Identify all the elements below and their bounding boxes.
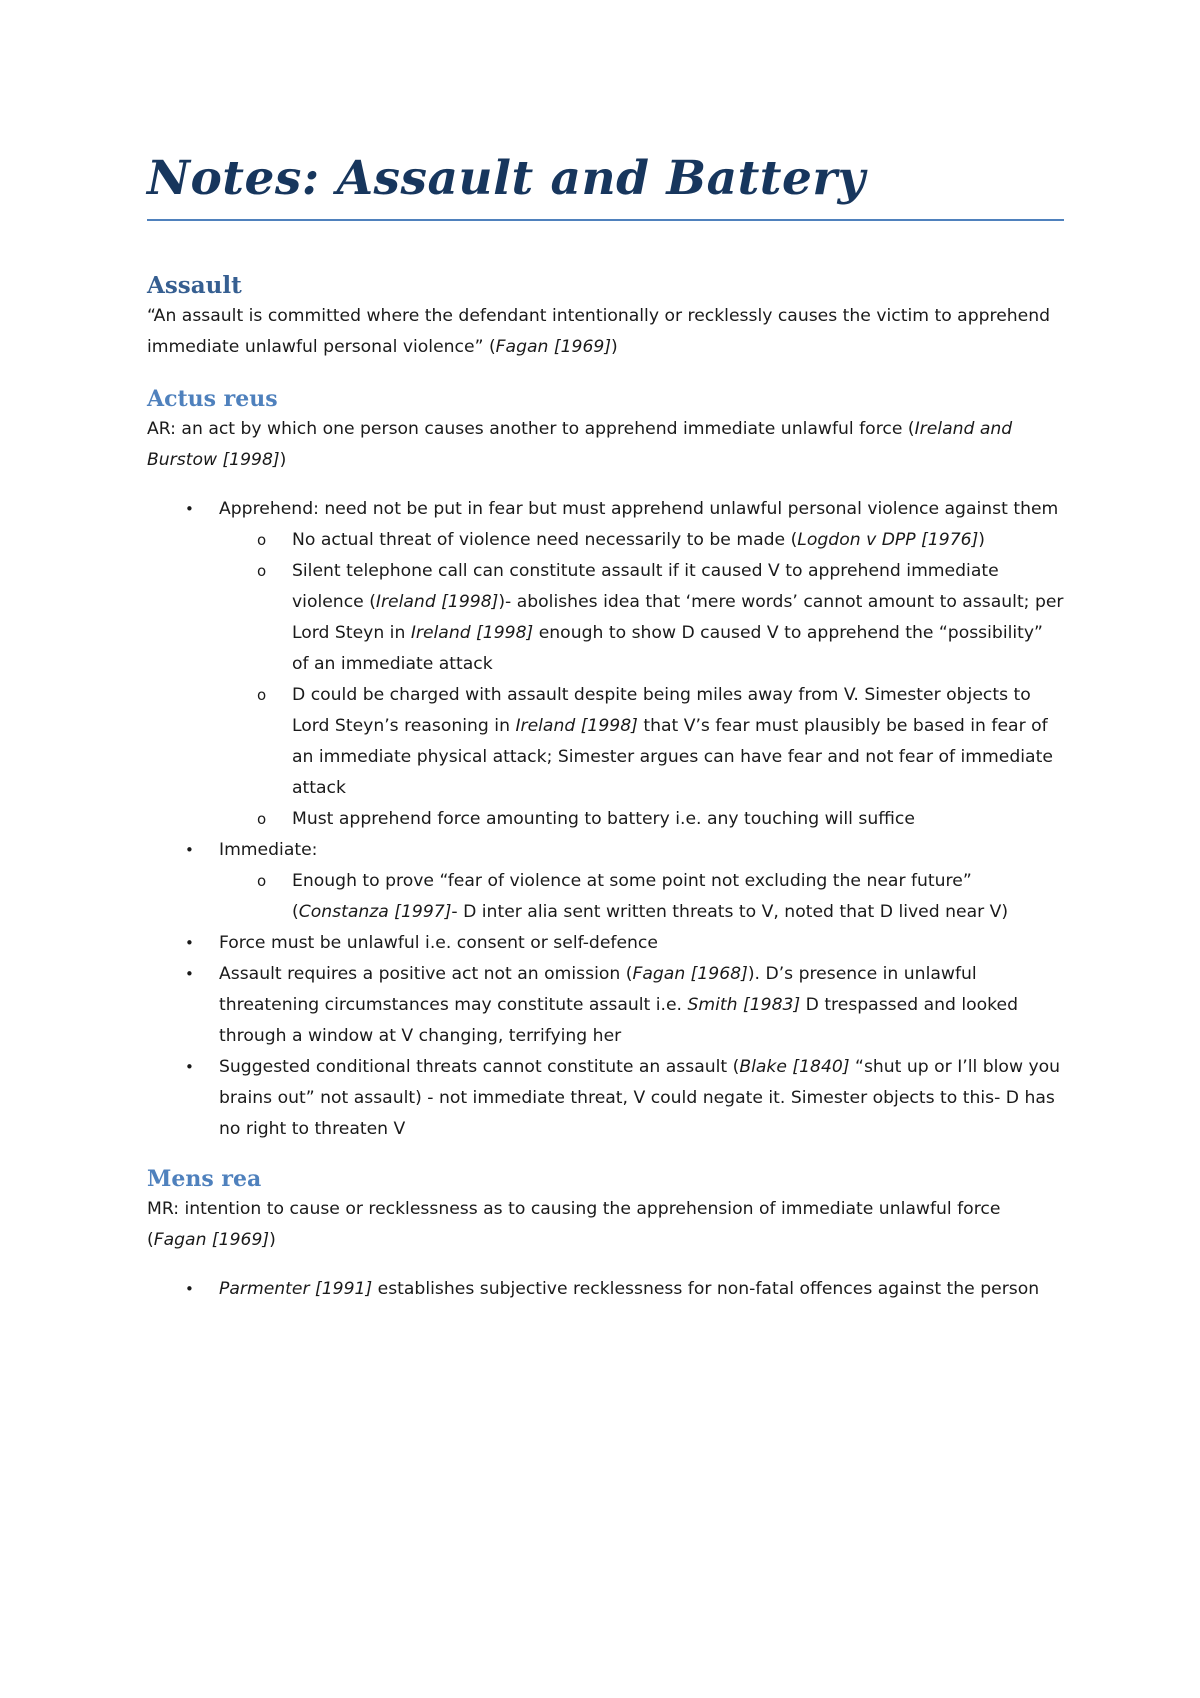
bullet-icon: •: [185, 1058, 194, 1076]
sub-bullet-icon: o: [257, 531, 267, 549]
sub-list: [219, 525, 1064, 835]
case-citation: Fagan [1968]: [632, 964, 748, 984]
assault-heading: Assault: [147, 272, 242, 299]
mens-rea-definition: MR: intention to cause or recklessness as to causing the apprehension of immediate unlawful force (Fagan [1969]): [147, 1199, 1001, 1250]
list-item: • Parmenter [1991] establishes subjective recklessness for non-fatal offences against the person: [147, 1274, 1064, 1305]
sub-list-item: o Silent telephone call can constitute assault if it caused V to apprehend immediate violence (Ireland [1998])- abolishes idea that ‘mere words’ cannot amount to assault; per Lord Steyn in Ireland [1998] enough to show D caused V to apprehend the “possibility” of an immediate attack: [219, 556, 1064, 680]
mens-rea-section: [147, 1164, 1064, 1305]
title-underline: [147, 219, 1064, 221]
list-item: • Immediate: o Enough to prove “fear of violence at some point not excluding the near future” (Constanza [1997]- D inter alia sent written threats to V, noted that D lived near V): [147, 835, 1064, 928]
assault-section: [147, 271, 1064, 363]
sub-list-item: o D could be charged with assault despite being miles away from V. Simester objects to Lord Steyn’s reasoning in Ireland [1998] that V’s fear must plausibly be based in fear of an immediate physical attack; Simester argues can have fear and not fear of immediate attack: [219, 680, 1064, 804]
case-citation: Smith [1983]: [687, 995, 801, 1015]
sub-list-item: o Enough to prove “fear of violence at some point not excluding the near future” (Constanza [1997]- D inter alia sent written threats to V, noted that D lived near V): [219, 866, 1064, 928]
list-item: • Suggested conditional threats cannot constitute an assault (Blake [1840] “shut up or I’ll blow you brains out” not assault) - not immediate threat, V could negate it. Simester objects to this- D has no right to threaten V: [147, 1052, 1064, 1145]
case-citation: Constanza [1997]: [298, 902, 452, 922]
actus-reus-definition: AR: an act by which one person causes another to apprehend immediate unlawful force (Ireland and Burstow [1998]): [147, 419, 1013, 470]
sub-list-item: o No actual threat of violence need necessarily to be made (Logdon v DPP [1976]): [219, 525, 1064, 556]
case-citation: Ireland [1998]: [515, 716, 638, 736]
mens-rea-list: [147, 1274, 1064, 1305]
case-citation: Parmenter [1991]: [219, 1279, 373, 1299]
case-citation: Blake [1840]: [739, 1057, 850, 1077]
sub-bullet-icon: o: [257, 872, 267, 890]
sub-list: [219, 866, 1064, 928]
case-citation: Logdon v DPP [1976]: [797, 530, 979, 550]
list-item: • Apprehend: need not be put in fear but must apprehend unlawful personal violence against them o No actual threat of violence need necessarily to be made (Logdon v DPP [1976]) o Silent telephone call can constitute assault if it caused V to apprehend immediate violence (Ireland [1998])- abolishes idea that ‘mere words’ cannot amount to assault; per Lord Steyn in Ireland [1998] enough to show D caused V to apprehend the “possibility” of an immediate attack o D could be charged with assault despite being miles away from V. Simester objects to Lord Steyn’s reasoning in Ireland [1998] that V’s fear must plausibly be based in fear of an immediate physical attack; Simester argues can have fear and not fear of immediate attack o Must apprehend force amounting to battery i.e. any touching will suffice: [147, 494, 1064, 835]
bullet-icon: •: [185, 934, 194, 952]
sub-bullet-icon: o: [257, 562, 267, 580]
sub-bullet-icon: o: [257, 810, 267, 828]
bullet-icon: •: [185, 965, 194, 983]
assault-definition: “An assault is committed where the defendant intentionally or recklessly causes the victim to apprehend immediate unlawful personal violence” (Fagan [1969]): [147, 306, 1051, 357]
actus-reus-heading: Actus reus: [147, 386, 278, 412]
case-citation: Fagan [1969]: [495, 337, 612, 357]
list-item: • Force must be unlawful i.e. consent or self-defence: [147, 928, 1064, 959]
bullet-icon: •: [185, 841, 194, 859]
case-citation: Ireland and Burstow [1998]: [147, 419, 1013, 470]
case-citation: Ireland [1998]: [410, 623, 534, 643]
case-citation: Fagan [1969]: [153, 1230, 270, 1250]
page-title: Notes: Assault and Battery: [147, 151, 866, 206]
sub-bullet-icon: o: [257, 686, 267, 704]
bullet-icon: •: [185, 500, 194, 518]
list-item: • Assault requires a positive act not an omission (Fagan [1968]). D’s presence in unlawful threatening circumstances may constitute assault i.e. Smith [1983] D trespassed and looked through a window at V changing, terrifying her: [147, 959, 1064, 1052]
sub-list-item: o Must apprehend force amounting to battery i.e. any touching will suffice: [219, 804, 1064, 835]
bullet-icon: •: [185, 1280, 194, 1298]
actus-reus-section: [147, 384, 1064, 1145]
mens-rea-heading: Mens rea: [147, 1166, 262, 1192]
case-citation: Ireland [1998]: [375, 592, 499, 612]
actus-reus-list: [147, 494, 1064, 1145]
